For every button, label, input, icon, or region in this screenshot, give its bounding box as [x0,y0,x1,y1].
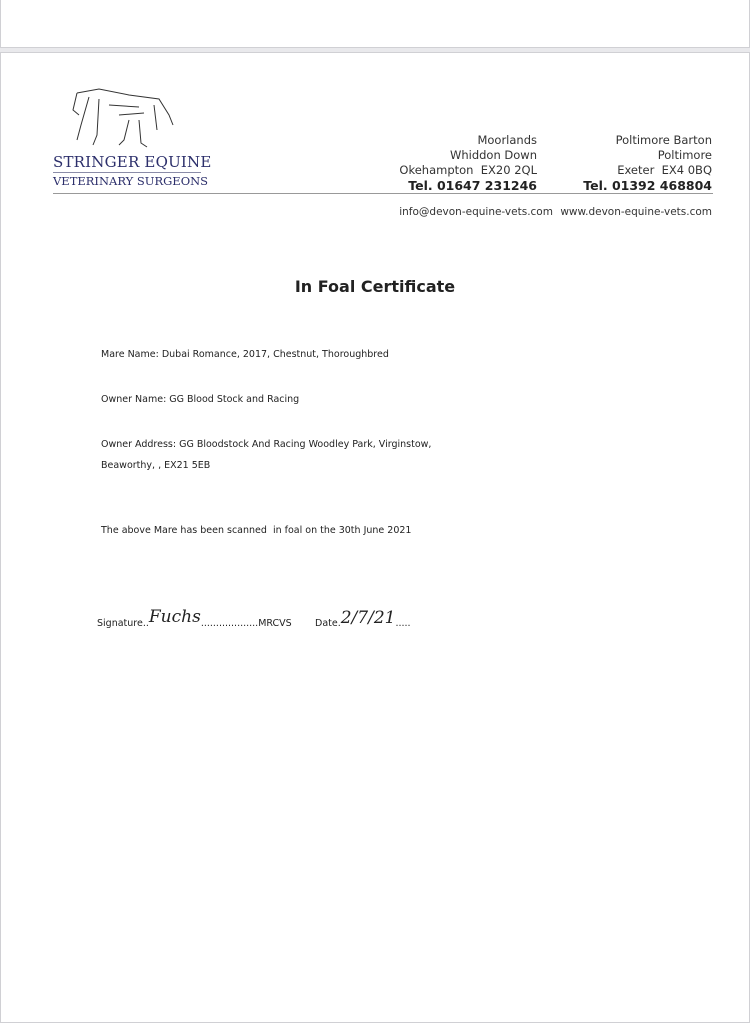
date-dots: ..... [395,618,411,629]
office-line: Okehampton EX20 2QL [399,163,537,177]
office-tel: Tel. 01647 231246 [408,178,537,193]
office-poltimore [583,133,712,193]
date-handwriting: 2/7/21 [340,608,396,628]
horse-logo-icon [69,85,179,155]
signature-label: Signature.. [97,618,149,629]
signature-suffix: MRCVS [258,618,292,629]
office-line: Whiddon Down [449,148,537,162]
owner-address-line1: Owner Address: GG Bloodstock And Racing Woodley Park, Virginstow, [101,439,432,450]
date-line [315,608,411,631]
office-line: Poltimore [657,148,712,162]
owner-address-line2: Beaworthy, , EX21 5EB [101,460,211,471]
website: www.devon-equine-vets.com [560,206,712,218]
signature-dots: ................... [200,618,259,629]
office-line: Moorlands [477,133,537,147]
contact-line [399,206,712,218]
scan-statement: The above Mare has been scanned in foal on the 30th June 2021 [101,525,412,536]
date-label: Date. [315,618,341,629]
office-line: Exeter EX4 0BQ [617,163,712,177]
brand-subtitle: VETERINARY SURGEONS [53,174,209,188]
mare-name: Mare Name: Dubai Romance, 2017, Chestnut, Thoroughbred [101,349,389,360]
header-divider [53,193,713,194]
brand-name: STRINGER EQUINE [53,153,212,171]
signature-handwriting: Fuchs [148,607,201,627]
email: info@devon-equine-vets.com [399,206,553,218]
signature-line [97,607,292,631]
document-title: In Foal Certificate [294,277,456,296]
office-moorlands [399,133,537,193]
office-line: Poltimore Barton [615,133,712,147]
previous-page [0,0,750,48]
document-page [0,52,750,1023]
office-tel: Tel. 01392 468804 [583,178,712,193]
owner-name: Owner Name: GG Blood Stock and Racing [101,394,300,405]
brand-divider [53,172,201,173]
